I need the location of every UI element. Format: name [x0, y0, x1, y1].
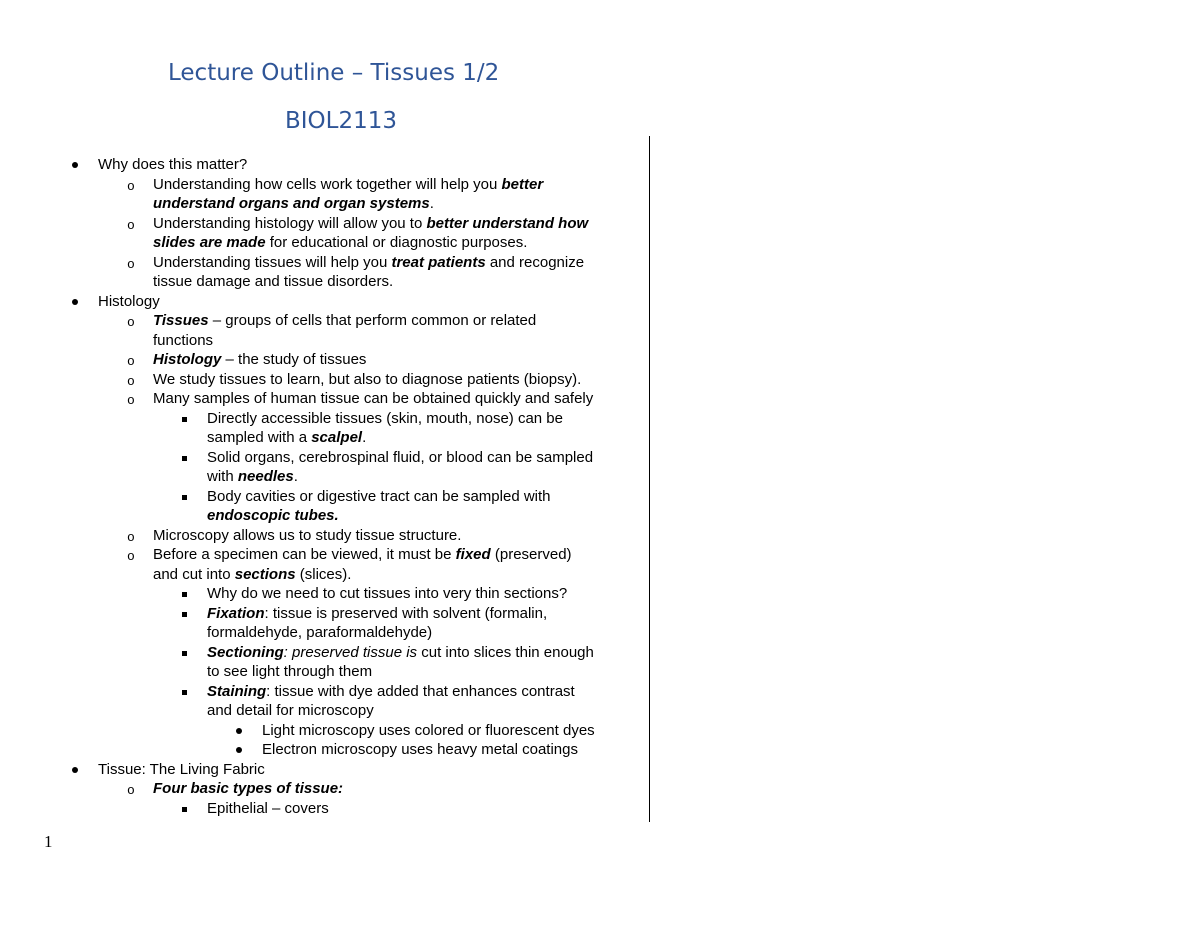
outline-text: . — [429, 195, 434, 212]
emphasized-term: Fixation — [207, 605, 265, 622]
page-number: 1 — [44, 832, 53, 851]
course-code: BIOL2113 — [285, 108, 398, 134]
bullet-icon — [236, 747, 242, 753]
outline-item — [207, 409, 563, 429]
square-bullet-icon — [182, 612, 187, 617]
outline-line-continued — [153, 233, 527, 253]
outline-text: Why does this matter? — [98, 156, 248, 173]
outline-text: with — [207, 468, 238, 485]
square-bullet-icon — [182, 651, 187, 656]
outline-line-continued — [207, 467, 298, 487]
outline-line-continued — [207, 701, 374, 721]
outline-text: tissue damage and tissue disorders. — [153, 273, 394, 290]
emphasized-term: sections — [234, 566, 296, 583]
outline-item — [153, 311, 536, 331]
outline-text: : preserved tissue is — [283, 644, 418, 661]
hollow-bullet-icon: o — [127, 179, 135, 194]
square-bullet-icon — [182, 807, 187, 812]
outline-text: (slices). — [295, 566, 352, 583]
outline-item — [153, 253, 584, 273]
outline-text: Understanding histology will allow you to — [153, 215, 427, 232]
emphasized-term: slides are made — [153, 234, 266, 251]
emphasized-term: Tissues — [153, 312, 209, 329]
emphasized-term: Staining — [207, 683, 267, 700]
hollow-bullet-icon: o — [127, 218, 135, 233]
outline-item — [153, 175, 543, 195]
outline-text: Epithelial – covers — [207, 800, 329, 817]
outline-line-continued — [207, 428, 366, 448]
outline-text: and detail for microscopy — [207, 702, 374, 719]
hollow-bullet-icon: o — [127, 783, 135, 798]
square-bullet-icon — [182, 456, 187, 461]
outline-text: formaldehyde, paraformaldehyde) — [207, 624, 433, 641]
outline-text: : tissue with dye added that enhances contrast — [266, 683, 575, 700]
emphasized-term: better understand how — [426, 215, 589, 232]
outline-item — [207, 487, 551, 507]
outline-item — [207, 604, 547, 624]
outline-text: cut into slices thin enough — [417, 644, 594, 661]
outline-item — [207, 682, 575, 702]
emphasized-term: Histology — [153, 351, 222, 368]
outline-line-continued — [153, 565, 351, 585]
outline-text: We study tissues to learn, but also to diagnose patients (biopsy). — [153, 371, 582, 388]
outline-line-continued — [153, 272, 393, 292]
outline-text: Tissue: The Living Fabric — [98, 761, 265, 778]
outline-item — [207, 448, 593, 468]
outline-item — [207, 584, 567, 604]
outline-text: – the study of tissues — [221, 351, 367, 368]
hollow-bullet-icon: o — [127, 257, 135, 272]
square-bullet-icon — [182, 495, 187, 500]
outline-text: Many samples of human tissue can be obtained quickly and safely — [153, 390, 594, 407]
outline-text: Light microscopy uses colored or fluorescent dyes — [262, 722, 595, 739]
outline-line-continued — [207, 623, 432, 643]
outline-item — [153, 214, 588, 234]
outline-line-continued — [153, 194, 434, 214]
bullet-icon — [236, 728, 242, 734]
outline-item — [262, 740, 578, 760]
outline-text: Before a specimen can be viewed, it must be — [153, 546, 456, 563]
outline-text: Why do we need to cut tissues into very thin sections? — [207, 585, 568, 602]
emphasized-term: needles — [237, 468, 294, 485]
hollow-bullet-icon: o — [127, 530, 135, 545]
emphasized-term: scalpel — [311, 429, 363, 446]
hollow-bullet-icon: o — [127, 315, 135, 330]
emphasized-term: Sectioning — [207, 644, 284, 661]
emphasized-term: endoscopic tubes. — [207, 507, 339, 524]
hollow-bullet-icon: o — [127, 549, 135, 564]
outline-text: sampled with a — [207, 429, 312, 446]
bullet-icon — [72, 299, 78, 305]
emphasized-term: better — [501, 176, 544, 193]
outline-item — [153, 526, 461, 546]
outline-item — [153, 779, 343, 799]
outline-text: functions — [153, 332, 214, 349]
bullet-icon — [72, 767, 78, 773]
outline-text: Understanding how cells work together will help you — [153, 176, 502, 193]
outline-text: Body cavities or digestive tract can be sampled with — [207, 488, 551, 505]
outline-text: for educational or diagnostic purposes. — [265, 234, 528, 251]
outline-text: to see light through them — [207, 663, 373, 680]
hollow-bullet-icon: o — [127, 354, 135, 369]
outline-text: Electron microscopy uses heavy metal coatings — [262, 741, 578, 758]
outline-text: and cut into — [153, 566, 235, 583]
outline-item — [262, 721, 595, 741]
emphasized-term: understand organs and organ systems — [153, 195, 430, 212]
hollow-bullet-icon: o — [127, 374, 135, 389]
outline-text: Directly accessible tissues (skin, mouth, nose) can be — [207, 410, 563, 427]
outline-line-continued — [207, 506, 339, 526]
outline-text: Microscopy allows us to study tissue structure. — [153, 527, 462, 544]
outline-text: : tissue is preserved with solvent (formalin, — [264, 605, 548, 622]
outline-item — [98, 292, 160, 312]
emphasized-term: Four basic types of tissue: — [153, 780, 344, 797]
outline-text: and recognize — [485, 254, 585, 271]
outline-item — [98, 760, 265, 780]
outline-text: . — [362, 429, 367, 446]
outline-item — [98, 155, 247, 175]
outline-item — [153, 389, 593, 409]
outline-line-continued — [153, 331, 213, 351]
outline-item — [153, 545, 572, 565]
outline-item — [153, 350, 366, 370]
outline-text: Solid organs, cerebrospinal fluid, or blood can be sampled — [207, 449, 594, 466]
outline-line-continued — [207, 662, 372, 682]
outline-text: Histology — [98, 293, 160, 310]
emphasized-term: fixed — [455, 546, 491, 563]
square-bullet-icon — [182, 592, 187, 597]
outline-text: . — [293, 468, 298, 485]
square-bullet-icon — [182, 690, 187, 695]
square-bullet-icon — [182, 417, 187, 422]
outline-item — [207, 643, 594, 663]
outline-text: – groups of cells that perform common or related — [208, 312, 537, 329]
hollow-bullet-icon: o — [127, 393, 135, 408]
column-divider — [649, 136, 650, 822]
outline-text: (preserved) — [490, 546, 572, 563]
outline-text: Understanding tissues will help you — [153, 254, 392, 271]
outline-item — [153, 370, 581, 390]
page-title: Lecture Outline – Tissues 1/2 — [168, 60, 500, 86]
emphasized-term: treat patients — [391, 254, 486, 271]
bullet-icon — [72, 162, 78, 168]
outline-item — [207, 799, 329, 819]
